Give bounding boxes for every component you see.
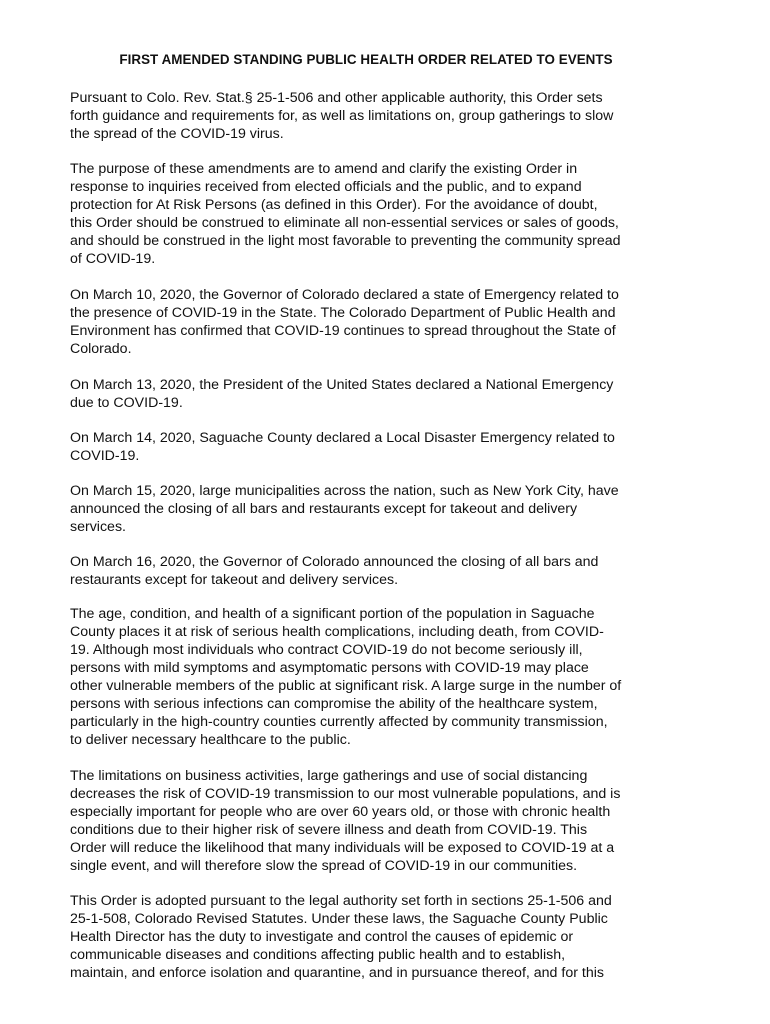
paragraph-line: services. xyxy=(70,519,126,535)
paragraph-march-14 xyxy=(70,429,665,465)
paragraph-line: to deliver necessary healthcare to the public. xyxy=(70,732,351,748)
paragraph-line: the spread of the COVID-19 virus. xyxy=(70,126,284,142)
document-title: FIRST AMENDED STANDING PUBLIC HEALTH ORDER RELATED TO EVENTS xyxy=(119,52,613,67)
paragraph-line: the presence of COVID-19 in the State. The Colorado Department of Public Health and xyxy=(70,305,616,321)
paragraph-purpose xyxy=(70,160,665,268)
paragraph-line: of COVID-19. xyxy=(70,251,156,267)
paragraph-line: On March 13, 2020, the President of the United States declared a National Emergency xyxy=(70,377,614,393)
paragraph-line: announced the closing of all bars and restaurants except for takeout and delivery xyxy=(70,501,578,517)
paragraph-line: Health Director has the duty to investigate and control the causes of epidemic or xyxy=(70,929,574,945)
paragraph-line: The age, condition, and health of a significant portion of the population in Saguache xyxy=(70,606,595,622)
paragraph-line: The purpose of these amendments are to amend and clarify the existing Order in xyxy=(70,161,578,177)
paragraph-line: Environment has confirmed that COVID-19 continues to spread throughout the State of xyxy=(70,323,616,339)
paragraph-line: County places it at risk of serious health complications, including death, from COVID- xyxy=(70,624,604,640)
paragraph-line: maintain, and enforce isolation and quarantine, and in pursuance thereof, and for this xyxy=(70,965,604,981)
paragraph-line: response to inquiries received from elected officials and the public, and to expand xyxy=(70,179,582,195)
paragraph-legal-authority xyxy=(70,892,665,982)
paragraph-authority xyxy=(70,89,665,143)
paragraph-line: This Order is adopted pursuant to the legal authority set forth in sections 25-1-506 and xyxy=(70,893,612,909)
paragraph-line: due to COVID-19. xyxy=(70,395,183,411)
paragraph-line: COVID-19. xyxy=(70,448,140,464)
paragraph-line: especially important for people who are over 60 years old, or those with chronic health xyxy=(70,804,611,820)
paragraph-line: On March 16, 2020, the Governor of Colorado announced the closing of all bars and xyxy=(70,554,599,570)
paragraph-line: other vulnerable members of the public at significant risk. A large surge in the number of xyxy=(70,678,622,694)
paragraph-population-risk xyxy=(70,605,665,749)
paragraph-march-16 xyxy=(70,553,665,589)
paragraph-line: On March 14, 2020, Saguache County declared a Local Disaster Emergency related to xyxy=(70,430,615,446)
paragraph-line: Order will reduce the likelihood that many individuals will be exposed to COVID-19 at a xyxy=(70,840,615,856)
paragraph-line: communicable diseases and conditions affecting public health and to establish, xyxy=(70,947,566,963)
paragraph-line: conditions due to their higher risk of severe illness and death from COVID-19. This xyxy=(70,822,588,838)
paragraph-line: protection for At Risk Persons (as defined in this Order). For the avoidance of doubt, xyxy=(70,197,598,213)
paragraph-line: Colorado. xyxy=(70,341,132,357)
paragraph-line: 19. Although most individuals who contract COVID-19 do not become seriously ill, xyxy=(70,642,583,658)
paragraph-march-15 xyxy=(70,482,665,536)
paragraph-line: single event, and will therefore slow the spread of COVID-19 in our communities. xyxy=(70,858,578,874)
paragraph-line: and should be construed in the light most favorable to preventing the community spread xyxy=(70,233,621,249)
paragraph-line: On March 15, 2020, large municipalities across the nation, such as New York City, have xyxy=(70,483,619,499)
paragraph-line: Pursuant to Colo. Rev. Stat.§ 25-1-506 and other applicable authority, this Order sets xyxy=(70,90,603,106)
paragraph-line: this Order should be construed to eliminate all non-essential services or sales of goods, xyxy=(70,215,619,231)
paragraph-line: decreases the risk of COVID-19 transmission to our most vulnerable populations, and is xyxy=(70,786,621,802)
paragraph-limitations xyxy=(70,767,665,875)
paragraph-march-10 xyxy=(70,286,665,358)
paragraph-line: forth guidance and requirements for, as well as limitations on, group gatherings to slow xyxy=(70,108,614,124)
paragraph-line: particularly in the high-country counties currently affected by community transmission, xyxy=(70,714,608,730)
paragraph-line: persons with mild symptoms and asymptomatic persons with COVID-19 may place xyxy=(70,660,589,676)
paragraph-line: persons with serious infections can compromise the ability of the healthcare system, xyxy=(70,696,598,712)
paragraph-line: restaurants except for takeout and delivery services. xyxy=(70,572,399,588)
paragraph-line: The limitations on business activities, large gatherings and use of social distancing xyxy=(70,768,588,784)
paragraph-line: On March 10, 2020, the Governor of Colorado declared a state of Emergency related to xyxy=(70,287,619,303)
paragraph-line: 25-1-508, Colorado Revised Statutes. Under these laws, the Saguache County Public xyxy=(70,911,608,927)
paragraph-march-13 xyxy=(70,376,665,412)
